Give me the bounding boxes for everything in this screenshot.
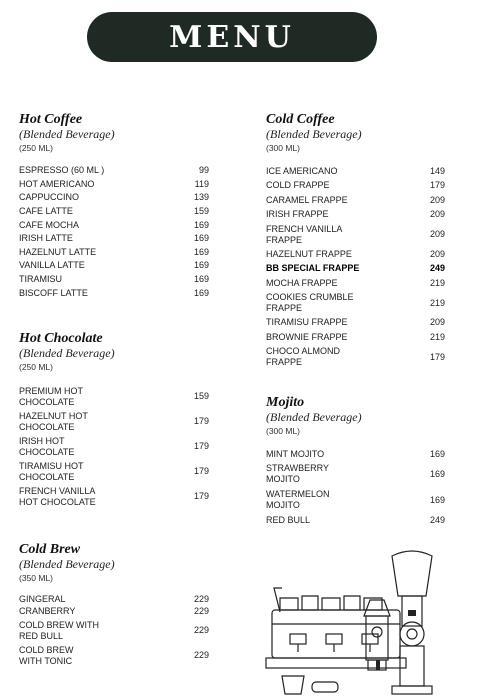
menu-item: PREMIUM HOT CHOCOLATE 159 (19, 385, 209, 407)
section-title: Hot Coffee (19, 112, 83, 127)
menu-item: CAPPUCCINO 139 (19, 192, 209, 203)
menu-item: STRAWBERRY MOJITO 169 (266, 463, 445, 484)
section-title: Mojito (266, 395, 305, 410)
menu-banner (87, 12, 377, 62)
menu-item: WATERMELON MOJITO 169 (266, 489, 445, 510)
section-size: (350 ML) (19, 573, 54, 583)
section-subtitle: (Blended Beverage) (266, 127, 362, 141)
section-size: (250 ML) (19, 362, 54, 372)
menu-item: CHOCO ALMOND FRAPPE 179 (266, 346, 445, 367)
section-cold-brew (19, 542, 209, 668)
menu-item: TIRAMISU HOT CHOCOLATE 179 (19, 460, 209, 482)
menu-item: VANILLA LATTE 169 (19, 260, 209, 271)
section-hot-chocolate (19, 331, 209, 509)
menu-item: ESPRESSO (60 ML ) 99 (19, 165, 209, 176)
menu-item: HAZELNUT HOT CHOCOLATE 179 (19, 410, 209, 432)
menu-item: FRENCH VANILLA FRAPPE 209 (266, 223, 445, 245)
menu-item: HOT AMERICANO 119 (19, 178, 209, 189)
menu-item: COLD FRAPPE 179 (266, 180, 445, 191)
menu-item: COLD BREW WITH RED BULL 229 (19, 619, 209, 641)
menu-item: HAZELNUT FRAPPE 209 (266, 248, 445, 259)
menu-item: TIRAMISU 169 (19, 274, 209, 285)
espresso-machine-icon (252, 548, 474, 700)
menu-item: TIRAMISU FRAPPE 209 (266, 317, 445, 328)
section-subtitle: (Blended Beverage) (19, 127, 115, 141)
menu-item: GINGERAL 229 (19, 593, 209, 604)
section-hot-coffee (19, 112, 209, 300)
section-size: (300 ML) (266, 143, 301, 153)
menu-item: IRISH LATTE 169 (19, 233, 209, 244)
section-mojito (266, 395, 445, 527)
menu-item: BB SPECIAL FRAPPE 249 (266, 263, 445, 274)
menu-item: COOKIES CRUMBLE FRAPPE 219 (266, 292, 445, 313)
menu-item: ICE AMERICANO 149 (266, 165, 445, 176)
menu-item: FRENCH VANILLA HOT CHOCOLATE 179 (19, 485, 209, 507)
section-subtitle: (Blended Beverage) (266, 410, 362, 424)
section-size: (250 ML) (19, 143, 54, 153)
menu-item: BISCOFF LATTE 169 (19, 287, 209, 298)
section-subtitle: (Blended Beverage) (19, 346, 115, 360)
section-title: Hot Chocolate (19, 331, 103, 346)
menu-item: CARAMEL FRAPPE 209 (266, 194, 445, 205)
menu-item: CAFE MOCHA 169 (19, 219, 209, 230)
menu-item: CRANBERRY 229 (19, 606, 209, 617)
menu-item: IRISH HOT CHOCOLATE 179 (19, 435, 209, 457)
section-cold-coffee (266, 112, 445, 370)
menu-item: MINT MOJITO 169 (266, 448, 445, 459)
menu-item: COLD BREW WITH TONIC 229 (19, 644, 209, 666)
menu-item: MOCHA FRAPPE 219 (266, 277, 445, 288)
menu-item: IRISH FRAPPE 209 (266, 209, 445, 220)
menu-item: CAFE LATTE 159 (19, 206, 209, 217)
page-title: MENU (169, 19, 295, 55)
menu-item: RED BULL 249 (266, 514, 445, 525)
section-title: Cold Coffee (266, 112, 335, 127)
menu-item: HAZELNUT LATTE 169 (19, 246, 209, 257)
section-size: (300 ML) (266, 426, 301, 436)
section-subtitle: (Blended Beverage) (19, 557, 115, 571)
menu-item: BROWNIE FRAPPE 219 (266, 331, 445, 342)
section-title: Cold Brew (19, 542, 81, 557)
